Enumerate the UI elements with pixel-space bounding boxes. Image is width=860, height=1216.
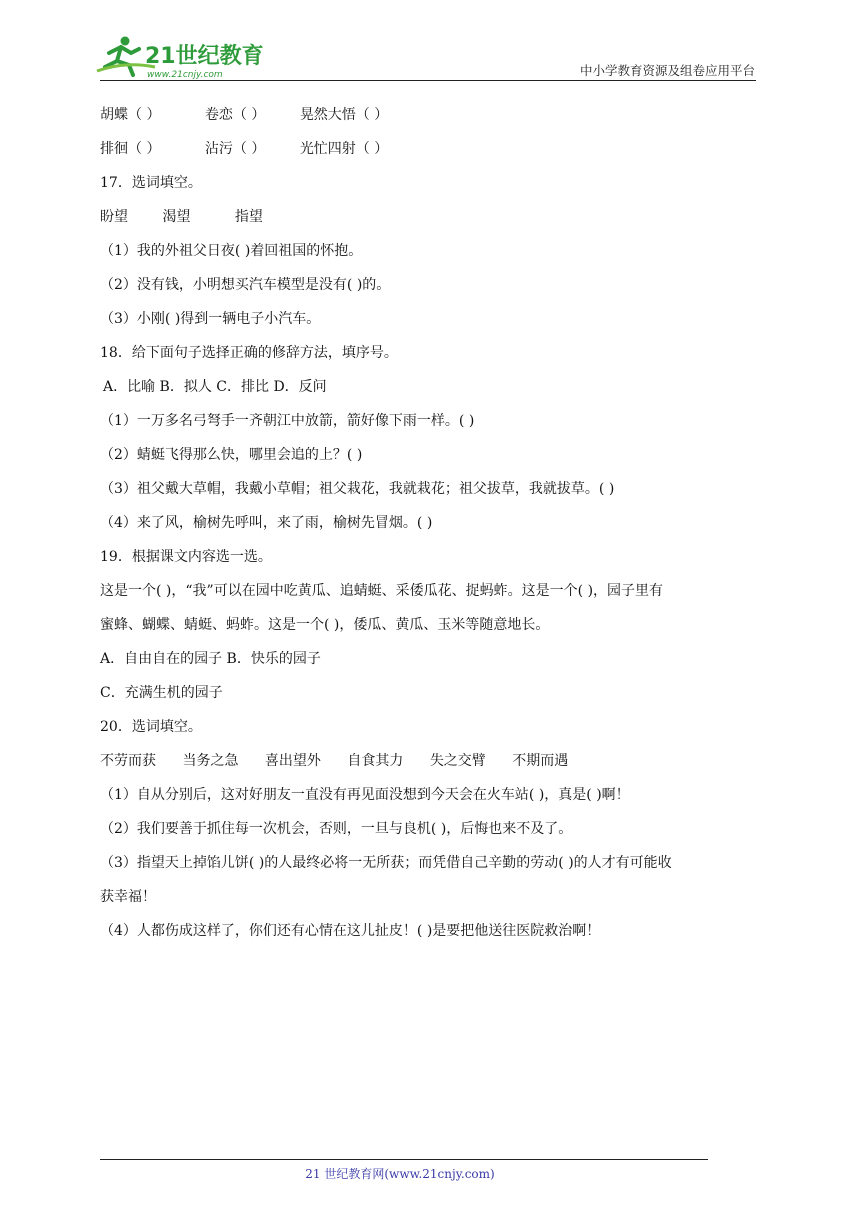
- word-bank-item: 失之交臂: [429, 753, 486, 769]
- word-bank-item: 不劳而获: [100, 753, 156, 769]
- site-logo: [95, 33, 265, 81]
- worksheet-content: [100, 98, 760, 948]
- q18-item-4: （4）来了风，榆树先呼叫，来了雨，榆树先冒烟。( ): [100, 515, 433, 531]
- word-bank-item: 渴望: [162, 209, 191, 225]
- word-bank-item: 盼望: [100, 209, 128, 225]
- word-bank-item: 喜出望外: [264, 753, 321, 769]
- word-item: 胡蝶（ ）: [100, 107, 161, 123]
- header-platform-text: 中小学教育资源及组卷应用平台: [579, 63, 755, 78]
- q20-item-3-cont: 获幸福！: [100, 889, 156, 905]
- q17-item-1: （1）我的外祖父日夜( )着回祖国的怀抱。: [100, 243, 363, 259]
- word-item: 光忙四射（ ）: [299, 141, 389, 157]
- q19-paragraph-line-1: 这是一个( )，“我”可以在园中吃黄瓜、追蜻蜓、采倭瓜花、捉蚂蚱。这是一个( )，园子里有: [100, 583, 664, 599]
- header-divider: [100, 80, 756, 81]
- q17-item-3: （3）小刚( )得到一辆电子小汽车。: [100, 311, 321, 327]
- footer-divider: [100, 1159, 708, 1160]
- q19-option-c: C．充满生机的园子: [100, 685, 223, 701]
- q18-title: 18．给下面句子选择正确的修辞方法，填序号。: [100, 345, 398, 361]
- svg-text:21世纪教育: 21世纪教育: [145, 44, 264, 69]
- q20-title: 20．选词填空。: [100, 719, 202, 735]
- page-header: [0, 0, 860, 90]
- q20-item-1: （1）自从分别后，这对好朋友一直没有再见面没想到今天会在火车站( )，真是( )啊！: [100, 787, 630, 803]
- q17-item-2: （2）没有钱，小明想买汽车模型是没有( )的。: [100, 277, 391, 293]
- q17-title: 17．选词填空。: [100, 175, 202, 191]
- word-item: 卷恋（ ）: [204, 107, 266, 123]
- q20-item-4: （4）人都伤成这样了，你们还有心情在这儿扯皮！( )是要把他送往医院救治啊！: [100, 923, 601, 939]
- footer-link[interactable]: 21 世纪教育网(www.21cnjy.com): [305, 1167, 495, 1181]
- word-bank-item: 不期而遇: [512, 753, 569, 769]
- q20-word-bank: [100, 744, 760, 778]
- word-item: 沾污（ ）: [204, 141, 266, 157]
- word-bank-item: 自食其力: [347, 753, 404, 769]
- q17-word-bank: [100, 200, 760, 234]
- q20-item-2: （2）我们要善于抓住每一次机会，否则，一旦与良机( )，后悔也来不及了。: [100, 821, 573, 837]
- word-bank-item: 指望: [234, 209, 263, 225]
- q18-item-1: （1）一万多名弓弩手一齐朝江中放箭，箭好像下雨一样。( ): [100, 413, 475, 429]
- svg-text:www.21cnjy.com: www.21cnjy.com: [147, 70, 223, 80]
- q19-options-ab: A．自由自在的园子 B．快乐的园子: [100, 651, 321, 667]
- word-item: 晃然大悟（ ）: [299, 107, 389, 123]
- q18-options: A．比喻 B．拟人 C．排比 D．反问: [103, 379, 327, 395]
- q18-item-3: （3）祖父戴大草帽，我戴小草帽；祖父栽花，我就栽花；祖父拔草，我就拔草。( ): [100, 481, 615, 497]
- word-row-2: [100, 132, 760, 166]
- q19-title: 19．根据课文内容选一选。: [100, 549, 272, 565]
- q18-item-2: （2）蜻蜓飞得那么快，哪里会追的上？( ): [100, 447, 363, 463]
- word-item: 排徊（ ）: [100, 141, 161, 157]
- q20-item-3: （3）指望天上掉馅儿饼( )的人最终必将一无所获；而凭借自己辛勤的劳动( )的人才有可能收: [100, 855, 672, 871]
- word-row-1: [100, 98, 760, 132]
- q19-paragraph-line-2: 蜜蜂、蝴蝶、蜻蜓、蚂蚱。这是一个( )，倭瓜、黄瓜、玉米等随意地长。: [100, 617, 550, 633]
- word-bank-item: 当务之急: [182, 753, 239, 769]
